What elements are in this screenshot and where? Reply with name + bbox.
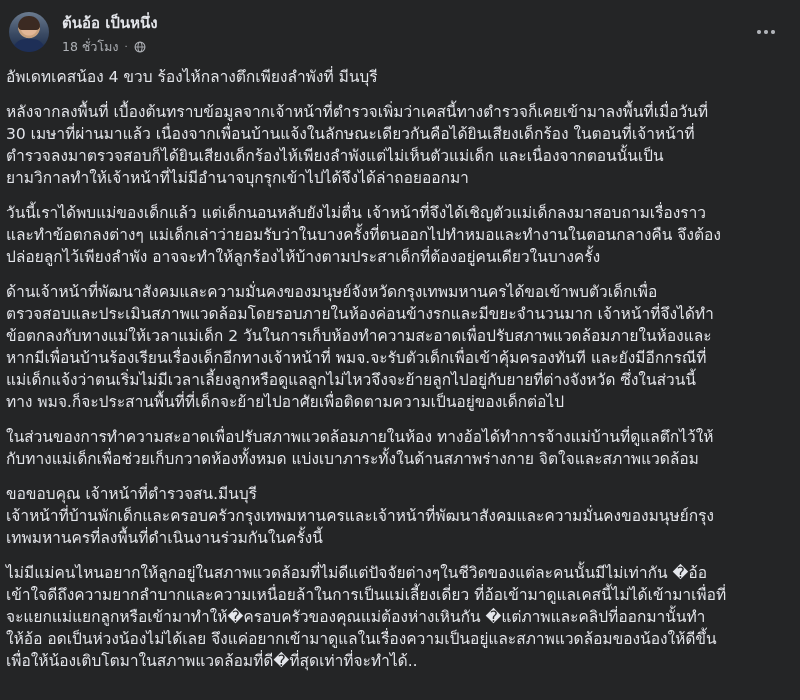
meta-separator: · — [124, 41, 128, 53]
more-options-icon[interactable] — [752, 22, 780, 42]
post-paragraph: หลังจากลงพื้นที่ เบื้องต้นทราบข้อมูลจากเจ้าหน้าที่ตำรวจเพิ่มว่าเคสนี้ทางตำรวจก็เคยเข้ามาลงพื้นที่เมื่อวันที่ 30 เมษาที่ผ่านมาแล้ว เนื่องจากเพื่อนบ้านแจ้งในลักษณะเดียวกันคือได้ยินเสียงเด็กร้อง ในตอนที่เจ้าหน้าที่ ตำรวจลงมาตรวจสอบก็ได้ยินเสียงเด็กร้องไห้เพียงลำพังแต่ไม่เห็นตัวแม่เด็ก และเนื่องจากตอนนั้นเป็น ยามวิกาลทำให้เจ้าหน้าที่ไม่มีอำนาจบุกรุกเข้าไปได้จึงได้ล่าถอยออกมา — [6, 103, 709, 187]
post-header — [0, 0, 800, 64]
post-timestamp[interactable]: 18 ชั่วโมง — [62, 39, 119, 54]
more-dot — [771, 30, 775, 34]
post-body — [6, 66, 792, 685]
post-paragraph: ด้านเจ้าหน้าที่พัฒนาสังคมและความมั่นคงของมนุษย์จังหวัดกรุงเทพมหานครได้ขอเข้าพบตัวเด็กเพื่อ ตรวจสอบและประเมินสภาพแวดล้อมโดยรอบภายในห้องค่อนข้างรกและมีขยะจำนวนมาก เจ้าหน้าที่จึงได้ทำ ข้อตกลงกับทางแม่ให้เวลาแม่เด็ก 2 วันในการเก็บห้องทำความสะอาดเพื่อปรับสภาพแวดล้อมภายในห้องและ หากมีเพื่อนบ้านร้องเรียนเรื่องเด็กอีกทางเจ้าหน้าที่ พมจ.จะรับตัวเด็กเพื่อเข้าคุ้มครองทันที และยังมีอีกกรณีที่ แม่เด็กแจ้งว่าตนเริ่มไม่มีเวลาเลี้ยงลูกหรือดูแลลูกไม่ไหวจึงจะย้ายลูกไปอยู่กับยายที่ต่างจังหวัด ซึ่งในส่วนนี้ ทาง พมจ.ก็จะประสานพื้นที่ที่เด็กจะย้ายไปอาศัยเพื่อติดตามความเป็นอยู่ของเด็กต่อไป — [6, 283, 714, 411]
author-name[interactable]: ต้นอ้อ เป็นหนึ่ง — [62, 14, 158, 32]
avatar-shirt — [13, 39, 45, 52]
post-paragraph: ในส่วนของการทำความสะอาดเพื่อปรับสภาพแวดล้อมภายในห้อง ทางอ้อได้ทำการจ้างแม่บ้านที่ดูแลตึกไว้ให้ กับทางแม่เด็กเพื่อช่วยเก็บกวาดห้องทั้งหมด แบ่งเบาภาระทั้งในด้านสภาพร่างกาย จิตใจและสภาพแวดล้อม — [6, 428, 714, 468]
post-meta — [62, 37, 146, 57]
more-dot — [757, 30, 761, 34]
post-paragraph: วันนี้เราได้พบแม่ของเด็กแล้ว แต่เด็กนอนหลับยังไม่ตื่น เจ้าหน้าที่จึงได้เชิญตัวแม่เด็กลงมาสอบถามเรื่องราว และทำข้อตกลงต่างๆ แม่เด็กเล่าว่ายอมรับว่าในบางครั้งที่ตนออกไปทำหมอและทำงานในตอนกลางคืน จึงต้อง ปล่อยลูกไว้เพียงลำพัง อาจจะทำให้ลูกร้องไห้บ้างตามประสาเด็กที่ต้องอยู่คนเดียวในบางครั้ง — [6, 204, 721, 266]
globe-icon[interactable] — [134, 41, 146, 53]
more-dot — [764, 30, 768, 34]
avatar[interactable] — [9, 12, 49, 52]
post-paragraph: ขอขอบคุณ เจ้าหน้าที่ตำรวจสน.มีนบุรี เจ้าหน้าที่บ้านพักเด็กและครอบครัวกรุงเทพมหานครและเจ้าหน้าที่พัฒนาสังคมและความมั่นคงของมนุษย์กรุง เทพมหานครที่ลงพื้นที่ดำเนินงานร่วมกันในครั้งนี้ — [6, 485, 714, 547]
avatar-hair — [18, 16, 40, 30]
post-paragraph: ไม่มีแม่คนไหนอยากให้ลูกอยู่ในสภาพแวดล้อมที่ไม่ดีแต่ปัจจัยต่างๆในชีวิตของแต่ละคนนั้นมีไม่เท่ากัน �อ้อ เข้าใจดีถึงความยากลำบากและความเหนื่อยล้าในการเป็นแม่เลี้ยงเดี่ยว ที่อ้อเข้ามาดูแลเคสนี้ไม่ได้เข้ามาเพื่อที่ จะแยกแม่แยกลูกหรือเข้ามาทำให้�ครอบครัวของคุณแม่ต้องห่างเหินกัน �แต่ภาพและคลิปที่ออกมานั้นทำ ให้อ้อ อดเป็นห่วงน้องไม่ได้เลย จึงแค่อยากเข้ามาดูแลในเรื่องความเป็นอยู่และสภาพแวดล้อมของน้องให้ดีขึ้น เพื่อให้น้องเติบโตมาในสภาพแวดล้อมที่ดี�ที่สุดเท่าที่จะทำได้.. — [6, 564, 727, 670]
post-headline: อัพเดทเคสน้อง 4 ขวบ ร้องไห้กลางตึกเพียงลำพังที่ มีนบุรี — [6, 68, 378, 86]
